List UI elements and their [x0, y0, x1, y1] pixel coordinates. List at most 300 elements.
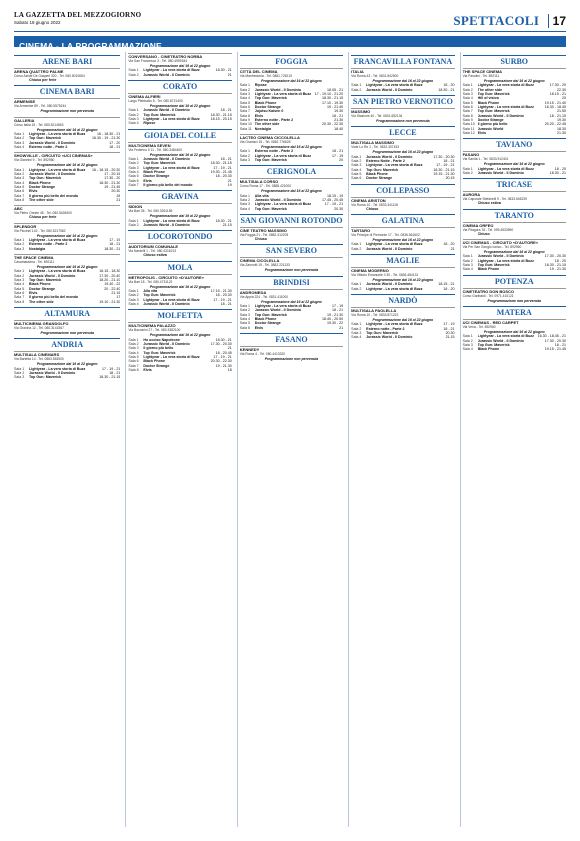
screen-label: Sala 1	[351, 83, 362, 88]
cinema-block	[463, 191, 566, 205]
cinema-name: SPLENDOR	[14, 223, 120, 229]
screen-label: Sala 3	[14, 278, 25, 283]
cinema-address: Via San Francesco 3 - Tel. 080.4959184	[128, 59, 188, 63]
showtimes: 17.15 - 21.30	[210, 288, 232, 293]
showtimes: 18 - 21	[331, 308, 344, 313]
film-title: Jurassic World - Il Dominio	[254, 87, 302, 92]
listings-grid	[14, 52, 566, 827]
cinema-address: Via Stazione 40 - Tel. 0831.652134	[351, 113, 403, 118]
showtimes: 18.30 - 21	[104, 246, 121, 251]
screen-label: Sala 1	[239, 83, 250, 88]
showtimes: 22.30	[556, 87, 566, 92]
programme-note: Programmazione dal 16 al 22 giugno	[149, 64, 211, 68]
showtimes	[453, 207, 455, 211]
film-title: Lightyear - La vera storia di Buzz	[366, 163, 423, 168]
screening-row	[128, 183, 231, 187]
screen-label: Sala 3	[239, 158, 250, 163]
screening-row	[463, 232, 566, 236]
film-title: Top Gun: Maverick	[477, 91, 510, 96]
film-title: Chiuso per ferie	[29, 215, 57, 220]
showtimes: 17	[116, 295, 121, 300]
film-title: Black Phone	[254, 100, 277, 105]
screen-label: Sala 7	[239, 109, 250, 114]
cinema-block	[463, 151, 566, 175]
showtimes: 17 - 19.10 - 21.20	[314, 91, 344, 96]
cinema-address: Via Roma 43 - Tel. 0831.842500	[351, 74, 399, 78]
screening-row	[463, 131, 566, 135]
screen-label: Sala 2	[462, 258, 473, 263]
city-heading: POTENZA	[463, 275, 566, 286]
screening-row	[14, 198, 120, 202]
cinema-name: CINEMA ARISTON	[351, 197, 454, 203]
showtimes: 17 - 19	[443, 322, 455, 327]
cinema-address: Via Principe di Piemonte 17 - Tel. 0836.561602	[351, 232, 420, 237]
showtimes: 16 - 18.15 - 20.30	[92, 167, 121, 172]
showtimes: 17 - 20.15	[104, 171, 121, 176]
screen-label: Sala 2	[462, 338, 473, 343]
showtimes: 21	[227, 346, 232, 351]
showtimes: 18.40	[334, 126, 344, 131]
programme-note: Programmazione dal 16 al 22 giugno	[149, 103, 211, 108]
cinema-name: MASSIMO	[351, 108, 454, 114]
showtimes: 17 - 19 - 21	[324, 202, 344, 207]
cinema-address: Via Foggia 21 - Tel. 0882.412203	[239, 233, 289, 238]
newspaper-name: LA GAZZETTA DEL MEZZOGIORNO	[14, 11, 142, 19]
showtimes: 19.15 - 21.30	[433, 171, 455, 176]
programme-note: Programmazione dal 16 al 22 giugno	[149, 214, 211, 219]
showtimes: 18 - 21	[220, 108, 232, 113]
screen-label: Sala 1	[239, 193, 250, 198]
city-heading: ANDRIA	[14, 338, 120, 349]
cinema-block	[463, 222, 566, 236]
film-title: Jurassic World - Il Dominio	[254, 198, 302, 203]
screen-label: Sala 4	[351, 167, 362, 172]
showtimes: 19.15 - 21.40	[544, 100, 566, 105]
film-title: Top Gun: Maverick	[143, 112, 176, 117]
film-title: Top Gun: Maverick	[477, 343, 510, 348]
screen-label: Sala 10	[462, 122, 475, 127]
programme-note: Programmazione non pervenuta	[40, 109, 94, 114]
showtimes: 18.30 - 21.15	[99, 375, 121, 380]
city-heading: GRAVINA	[128, 190, 231, 201]
showtimes: 18 - 21	[443, 326, 455, 331]
city-heading: FASANO	[240, 333, 343, 344]
film-title: Jurassic World	[477, 126, 504, 131]
film-title: Chiuso estiva	[477, 201, 501, 206]
city-heading: TARANTO	[463, 209, 566, 220]
showtimes: 21	[339, 325, 344, 330]
screening-row	[240, 237, 343, 241]
film-title: Black Phone	[29, 282, 51, 287]
film-title: Esterno notte - Parte 2	[366, 326, 405, 331]
cinema-block	[463, 68, 566, 135]
screen-label: Sala 4	[128, 302, 139, 307]
screening-row	[351, 247, 454, 251]
showtimes: 21.50	[556, 109, 566, 114]
screening-row	[128, 73, 231, 77]
showtimes: 17.30 - 20.40	[99, 273, 121, 278]
cinema-block	[351, 139, 454, 180]
showtimes: 18.15 - 21	[549, 91, 566, 96]
screen-label: Sala 5	[462, 100, 473, 105]
film-title: Nostalgia	[29, 246, 46, 251]
film-title: Black Phone	[254, 317, 277, 322]
showtimes: 21	[227, 72, 232, 77]
programme-note: Programmazione non pervenuta	[376, 118, 430, 123]
showtimes: 19.30 - 21.45	[210, 169, 232, 174]
city-heading: SAN GIOVANNI ROTONDO	[240, 216, 343, 226]
city-heading: LOCOROTONDO	[128, 230, 231, 241]
showtimes: 18.30 - 21.30	[99, 180, 121, 185]
screening-row	[14, 78, 120, 82]
cinema-name: ABC	[14, 205, 120, 211]
cinema-name: TARTARO	[351, 227, 454, 233]
film-title: Jurassic World - Il Dominio	[366, 154, 413, 159]
city-heading: GIOIA DEL COLLE	[128, 129, 231, 140]
film-title: Doctor Strange	[254, 321, 281, 326]
city-heading: LECCE	[351, 126, 454, 137]
screen-label	[463, 201, 478, 205]
cinema-block	[14, 152, 120, 202]
showtimes: 18 - 20	[554, 166, 566, 171]
showtimes: 19 - 21.40	[326, 105, 344, 110]
film-title: Black Phone	[477, 347, 500, 352]
film-title: Ripose	[143, 121, 156, 126]
screen-label: Sala 3	[128, 346, 139, 351]
screen-label: Sala 1	[462, 83, 473, 88]
screen-label: Sala 12	[462, 131, 475, 136]
cinema-name: UCI CINEMAS - CIRCUITO «D'AUTORE»	[463, 239, 566, 245]
cinema-block	[351, 68, 454, 92]
screen-label: Sala 3	[239, 202, 250, 207]
programme-note: Programmazione dal 16 al 22 giugno	[261, 189, 322, 194]
screen-label	[14, 78, 29, 82]
screen-label: Sala 1	[14, 238, 25, 242]
film-title: Elvis	[254, 113, 264, 118]
film-title: Nostalgia	[254, 126, 271, 131]
screen-label: Sala 6	[128, 178, 139, 183]
showtimes: 18 - 20	[443, 286, 455, 291]
film-title: Lightyear - La vera storia di Buzz	[366, 83, 423, 88]
showtimes: 17 - 19	[109, 238, 121, 242]
masthead-right	[453, 12, 566, 30]
showtimes: 18 - 20	[443, 242, 455, 247]
screen-label: Sala 10	[239, 122, 252, 127]
cinema-name: LACTEO CINEMA CICCOLELLA	[240, 134, 343, 140]
screening-row	[128, 253, 231, 257]
showtimes: 21.15	[111, 291, 121, 296]
cinema-block	[240, 257, 343, 272]
section-bar	[14, 36, 566, 51]
screen-label: Sala 2	[128, 342, 139, 346]
showtimes: 18.15 - 20.15	[210, 116, 232, 121]
city-heading: MOLA	[128, 261, 231, 272]
screen-label: Sala 2	[14, 371, 25, 376]
screen-label: Sala 8	[14, 198, 25, 203]
screen-label: Sala 1	[351, 154, 362, 159]
cinema-name: CINEMA MODERNO	[351, 267, 454, 273]
cinema-address: Via Barletta 14 - Tel. 0883.553500	[14, 357, 64, 362]
screen-label: Sala 8	[239, 113, 250, 118]
screen-label: Sala 3	[14, 375, 25, 380]
cinema-address: Via Sanità 1 - Tel. 0833.912401	[462, 157, 509, 162]
film-title: Chiuso estiva	[143, 253, 167, 258]
showtimes: 18 - 20	[443, 83, 455, 88]
cinema-block	[351, 267, 454, 291]
film-title: Jurassic World - Il Dominio	[29, 371, 76, 376]
cinema-address: Via Per San Giorgio Ionico - Tel. 892960	[462, 245, 522, 250]
film-title: Jurassic World - Il Dominio	[366, 87, 413, 92]
cinema-address: Via Manfredonia - Tel. 0881.725219	[239, 74, 292, 78]
screen-label: Sala 1	[462, 334, 473, 339]
film-title: Jurassic World - Il Dominio	[254, 308, 302, 313]
film-title: Elvis	[477, 131, 486, 136]
showtimes: 17 - 19 - 21	[436, 163, 455, 168]
cinema-block	[128, 322, 231, 372]
film-title: Jurassic World - Il Dominio	[143, 342, 190, 346]
screening-row	[14, 375, 120, 379]
programme-note: Programmazione dal 16 al 22 giugno	[372, 317, 434, 322]
programme-note: Programmazione non pervenuta	[264, 268, 319, 273]
film-title: Esterno Notte - Parte 2	[366, 158, 405, 163]
showtimes: 20.15	[445, 176, 455, 181]
film-title: Jurassic World - Il Dominio	[477, 254, 524, 259]
film-title: Lightyear - La vera storia di Buzz	[254, 304, 312, 309]
screen-label: Sala 6	[14, 291, 25, 296]
showtimes: 17.30 - 20.30	[544, 254, 566, 259]
showtimes: 21.15	[445, 335, 455, 340]
film-title: Hill of vision	[477, 96, 499, 101]
showtimes: 18.30 - 21.15	[433, 167, 455, 172]
screen-label: Sala 3	[462, 343, 473, 348]
cinema-address: Via Pietro Oreste 45 - Tel. 080.5428400	[14, 211, 72, 216]
film-title: Black Phone	[477, 100, 500, 105]
film-title: Jurassic World - Il Dominio	[366, 282, 413, 287]
film-title: Top Gun: Maverick	[143, 293, 176, 298]
screen-label: Sala 6	[14, 189, 25, 194]
screening-row	[240, 127, 343, 131]
film-title: Lightyear - La vera storia di Buzz	[143, 116, 200, 121]
film-title: Il giorno più bello del mondo	[143, 183, 193, 188]
film-title: Il giorno più bello	[477, 122, 508, 127]
showtimes	[118, 78, 120, 82]
screen-label: Sala 5	[128, 174, 139, 179]
listings-column-3	[237, 52, 343, 827]
screen-label: Sala 1	[14, 131, 25, 136]
showtimes: 19 - 21.30	[326, 312, 344, 317]
film-title: Jurassic World - Il Dominio	[366, 246, 413, 251]
programme-note: Programmazione non pervenuta	[264, 357, 319, 362]
cinema-address: Via Pasolini - Tel. 892111	[462, 74, 500, 78]
cinema-address: Via Appia 224 - Tel. 0831.411000	[239, 294, 288, 299]
showtimes: 17 - 20	[109, 140, 121, 145]
cinema-name: CINETEATRO DON BOSCO	[463, 288, 566, 294]
showtimes: 18.40 - 20.50	[321, 317, 344, 322]
screen-label: Sala 2	[239, 87, 250, 92]
film-title: Jurassic World - Il Dominio	[143, 72, 190, 77]
showtimes: 18 - 21	[109, 242, 121, 247]
screening-row	[351, 176, 454, 180]
cinema-block	[14, 117, 120, 150]
film-title: Lightyear - La vera storia di Buzz	[143, 165, 200, 170]
film-title: Lightyear - La vera storia di Buzz	[254, 91, 312, 96]
cinema-block	[14, 254, 120, 304]
programme-note: Programmazione non pervenuta	[487, 298, 541, 303]
screening-row	[128, 302, 231, 306]
cinema-name: CITTÀ DEL CINEMA	[240, 68, 343, 74]
showtimes: 18 - 20.45	[215, 350, 232, 355]
cinema-block	[14, 320, 120, 335]
showtimes: 18 - 21	[443, 158, 455, 163]
showtimes: 18.30 - 21.15	[210, 161, 232, 166]
city-heading: SURBO	[463, 55, 566, 66]
film-title: Black Phone	[143, 169, 165, 174]
cinema-name: ARMENISE	[14, 98, 120, 104]
screen-label	[240, 237, 255, 241]
cinema-block	[128, 243, 231, 257]
section-bar-title: CINEMA - LA PROGRAMMAZIONE	[19, 41, 162, 51]
screen-label: Sala 1	[239, 149, 250, 154]
screen-label: Sala 7	[14, 193, 25, 198]
cinema-address: Corso Roma 17 - Tel. 0885.421000	[239, 184, 292, 189]
showtimes: 18.15 - 21	[438, 282, 455, 287]
listings-column-4	[348, 52, 454, 827]
city-heading: CINEMA BARI	[14, 85, 120, 96]
showtimes: 21	[450, 246, 455, 251]
screen-label: Sala 1	[14, 269, 25, 274]
cinema-address: Via Caporale Stefanelli 9 - Tel. 0833.545239	[462, 197, 527, 202]
film-title: Jurassic World - Il Dominio	[143, 302, 190, 307]
cinema-address: Via Pitagora 78 - Tel. 099.4533590	[462, 227, 514, 232]
programme-note: Programmazione dal 16 al 22 giugno	[149, 333, 211, 338]
showtimes: 17.45 - 20.45	[321, 198, 344, 203]
showtimes: 16.30 - 18.45	[544, 105, 566, 110]
screen-label: Sala 8	[128, 368, 139, 373]
cinema-name: CINE TEATRO MASSIMO	[240, 227, 343, 233]
film-title: Esterno notte - Parte 2	[254, 149, 294, 154]
cinema-name: MULTISALA CORSO	[240, 178, 343, 184]
screen-label: Sala 1	[128, 68, 139, 73]
screening-row	[128, 223, 231, 227]
cinema-address: Via Gravina 12 - Tel. 080.3141567	[14, 326, 64, 331]
screen-label: Sala 1	[128, 288, 139, 293]
showtimes	[341, 237, 343, 241]
cinema-block	[14, 68, 120, 82]
programme-note: Programmazione dal 16 al 22 giugno	[483, 250, 545, 255]
screen-label: Sala 4	[462, 267, 473, 272]
city-heading: MAGLIE	[351, 254, 454, 265]
cinema-block	[463, 288, 566, 303]
film-title: Chiuso	[366, 206, 379, 211]
cinema-block	[240, 178, 343, 211]
film-title: The other side	[29, 198, 54, 203]
cinema-name: MULTISALA PAOLELLA	[351, 307, 454, 313]
film-title: Elvis	[29, 291, 38, 296]
showtimes: 19 - 21.30	[549, 267, 566, 272]
city-heading: TRICASE	[463, 178, 566, 189]
screen-label: Sala 5	[128, 355, 139, 360]
cinema-name: CINEMA ORFEO	[463, 222, 566, 228]
screening-row	[351, 88, 454, 92]
screen-label: Sala 1	[351, 242, 362, 247]
screen-label: Sala 2	[462, 171, 473, 176]
programme-note: Programmazione dal 16 al 22 giugno	[372, 79, 434, 83]
screening-row	[14, 145, 120, 149]
showtimes: 19.30 - 22	[326, 321, 344, 326]
showtimes: 18 - 21	[220, 302, 232, 307]
film-title: Top Gun: Maverick	[477, 109, 510, 114]
screen-label: Sala 3	[14, 140, 25, 145]
screen-label: Sala 4	[351, 335, 362, 340]
city-heading: MATERA	[463, 306, 566, 317]
cinema-name: SIDION	[128, 203, 231, 209]
screen-label: Sala 3	[351, 163, 362, 168]
cinema-name: SHOWVILLE - CIRCUITO «UCI CINEMAS»	[14, 152, 120, 158]
screen-label: Sala 2	[351, 286, 362, 291]
showtimes: 18 - 21	[220, 156, 232, 161]
screen-label: Sala 1	[239, 304, 250, 309]
screen-label: Sala 5	[239, 321, 250, 326]
cinema-name: ITALIA	[351, 68, 454, 74]
cinema-address: Corso Alcide De Gasperi 320 - Tel. 080.5010654	[14, 74, 85, 78]
city-heading: CORATO	[128, 80, 231, 91]
film-title: Lightyear - La vera storia di Buzz	[143, 355, 200, 360]
showtimes: 18.15 - 19	[326, 193, 344, 198]
cinema-name: ARENA QUATTRO PALME	[14, 68, 120, 74]
city-heading: ALTAMURA	[14, 307, 120, 318]
cinema-address: Via Roma 10 - Tel. 0833.871222	[351, 312, 399, 317]
screening-row	[240, 326, 343, 330]
showtimes: 18.30	[556, 126, 566, 131]
screen-label: Sala 2	[462, 87, 473, 92]
showtimes: 18	[227, 368, 232, 373]
showtimes: 17.30 - 20	[104, 176, 121, 181]
screen-label: Sala 3	[14, 176, 25, 181]
city-heading: CERIGNOLA	[240, 165, 343, 176]
showtimes: 16 - 18.30 - 21	[97, 131, 121, 136]
film-title: Jujutsu Kaisen 0	[254, 109, 284, 114]
screen-label: Sala 1	[462, 166, 473, 171]
film-title: Il giorno più bello del mondo	[29, 295, 79, 300]
showtimes: 16.30 - 19 - 21.30	[92, 136, 121, 141]
screen-label: Sala 8	[14, 299, 25, 304]
screen-label: Sala 2	[351, 326, 362, 331]
screen-label: Sala 4	[239, 317, 250, 322]
film-title: The other side	[254, 122, 280, 127]
showtimes: 18 - 21.15	[549, 113, 566, 118]
city-heading: NARDÒ	[351, 294, 454, 305]
showtimes: 16.30 - 18.45 - 21	[537, 334, 566, 339]
cinema-block	[240, 289, 343, 330]
showtimes: 20	[339, 158, 344, 163]
film-title: Top Gun: Maverick	[254, 312, 287, 317]
cinema-address: Via Vittorio Emanuele II 30 - Tel. 0836.484131	[351, 272, 419, 277]
masthead	[14, 10, 566, 32]
screening-row	[240, 207, 343, 211]
screen-label: Sala 6	[239, 105, 250, 110]
screen-label: Sala 1	[462, 254, 473, 259]
screen-label: Sala 7	[128, 183, 139, 188]
cinema-block	[240, 134, 343, 162]
film-title: Lightyear - La vera storia di Buzz	[366, 322, 423, 327]
showtimes: 17 - 19 - 21	[213, 165, 232, 170]
city-heading: MOLFETTA	[128, 309, 231, 320]
screen-label: Sala 2	[239, 308, 250, 313]
film-title: Doctor Strange	[254, 105, 281, 110]
cinema-address: Via Bari 18 - Tel. 080.4731122	[128, 279, 173, 284]
film-title: Black Phone	[366, 171, 388, 176]
screen-label: Sala 4	[128, 350, 139, 355]
